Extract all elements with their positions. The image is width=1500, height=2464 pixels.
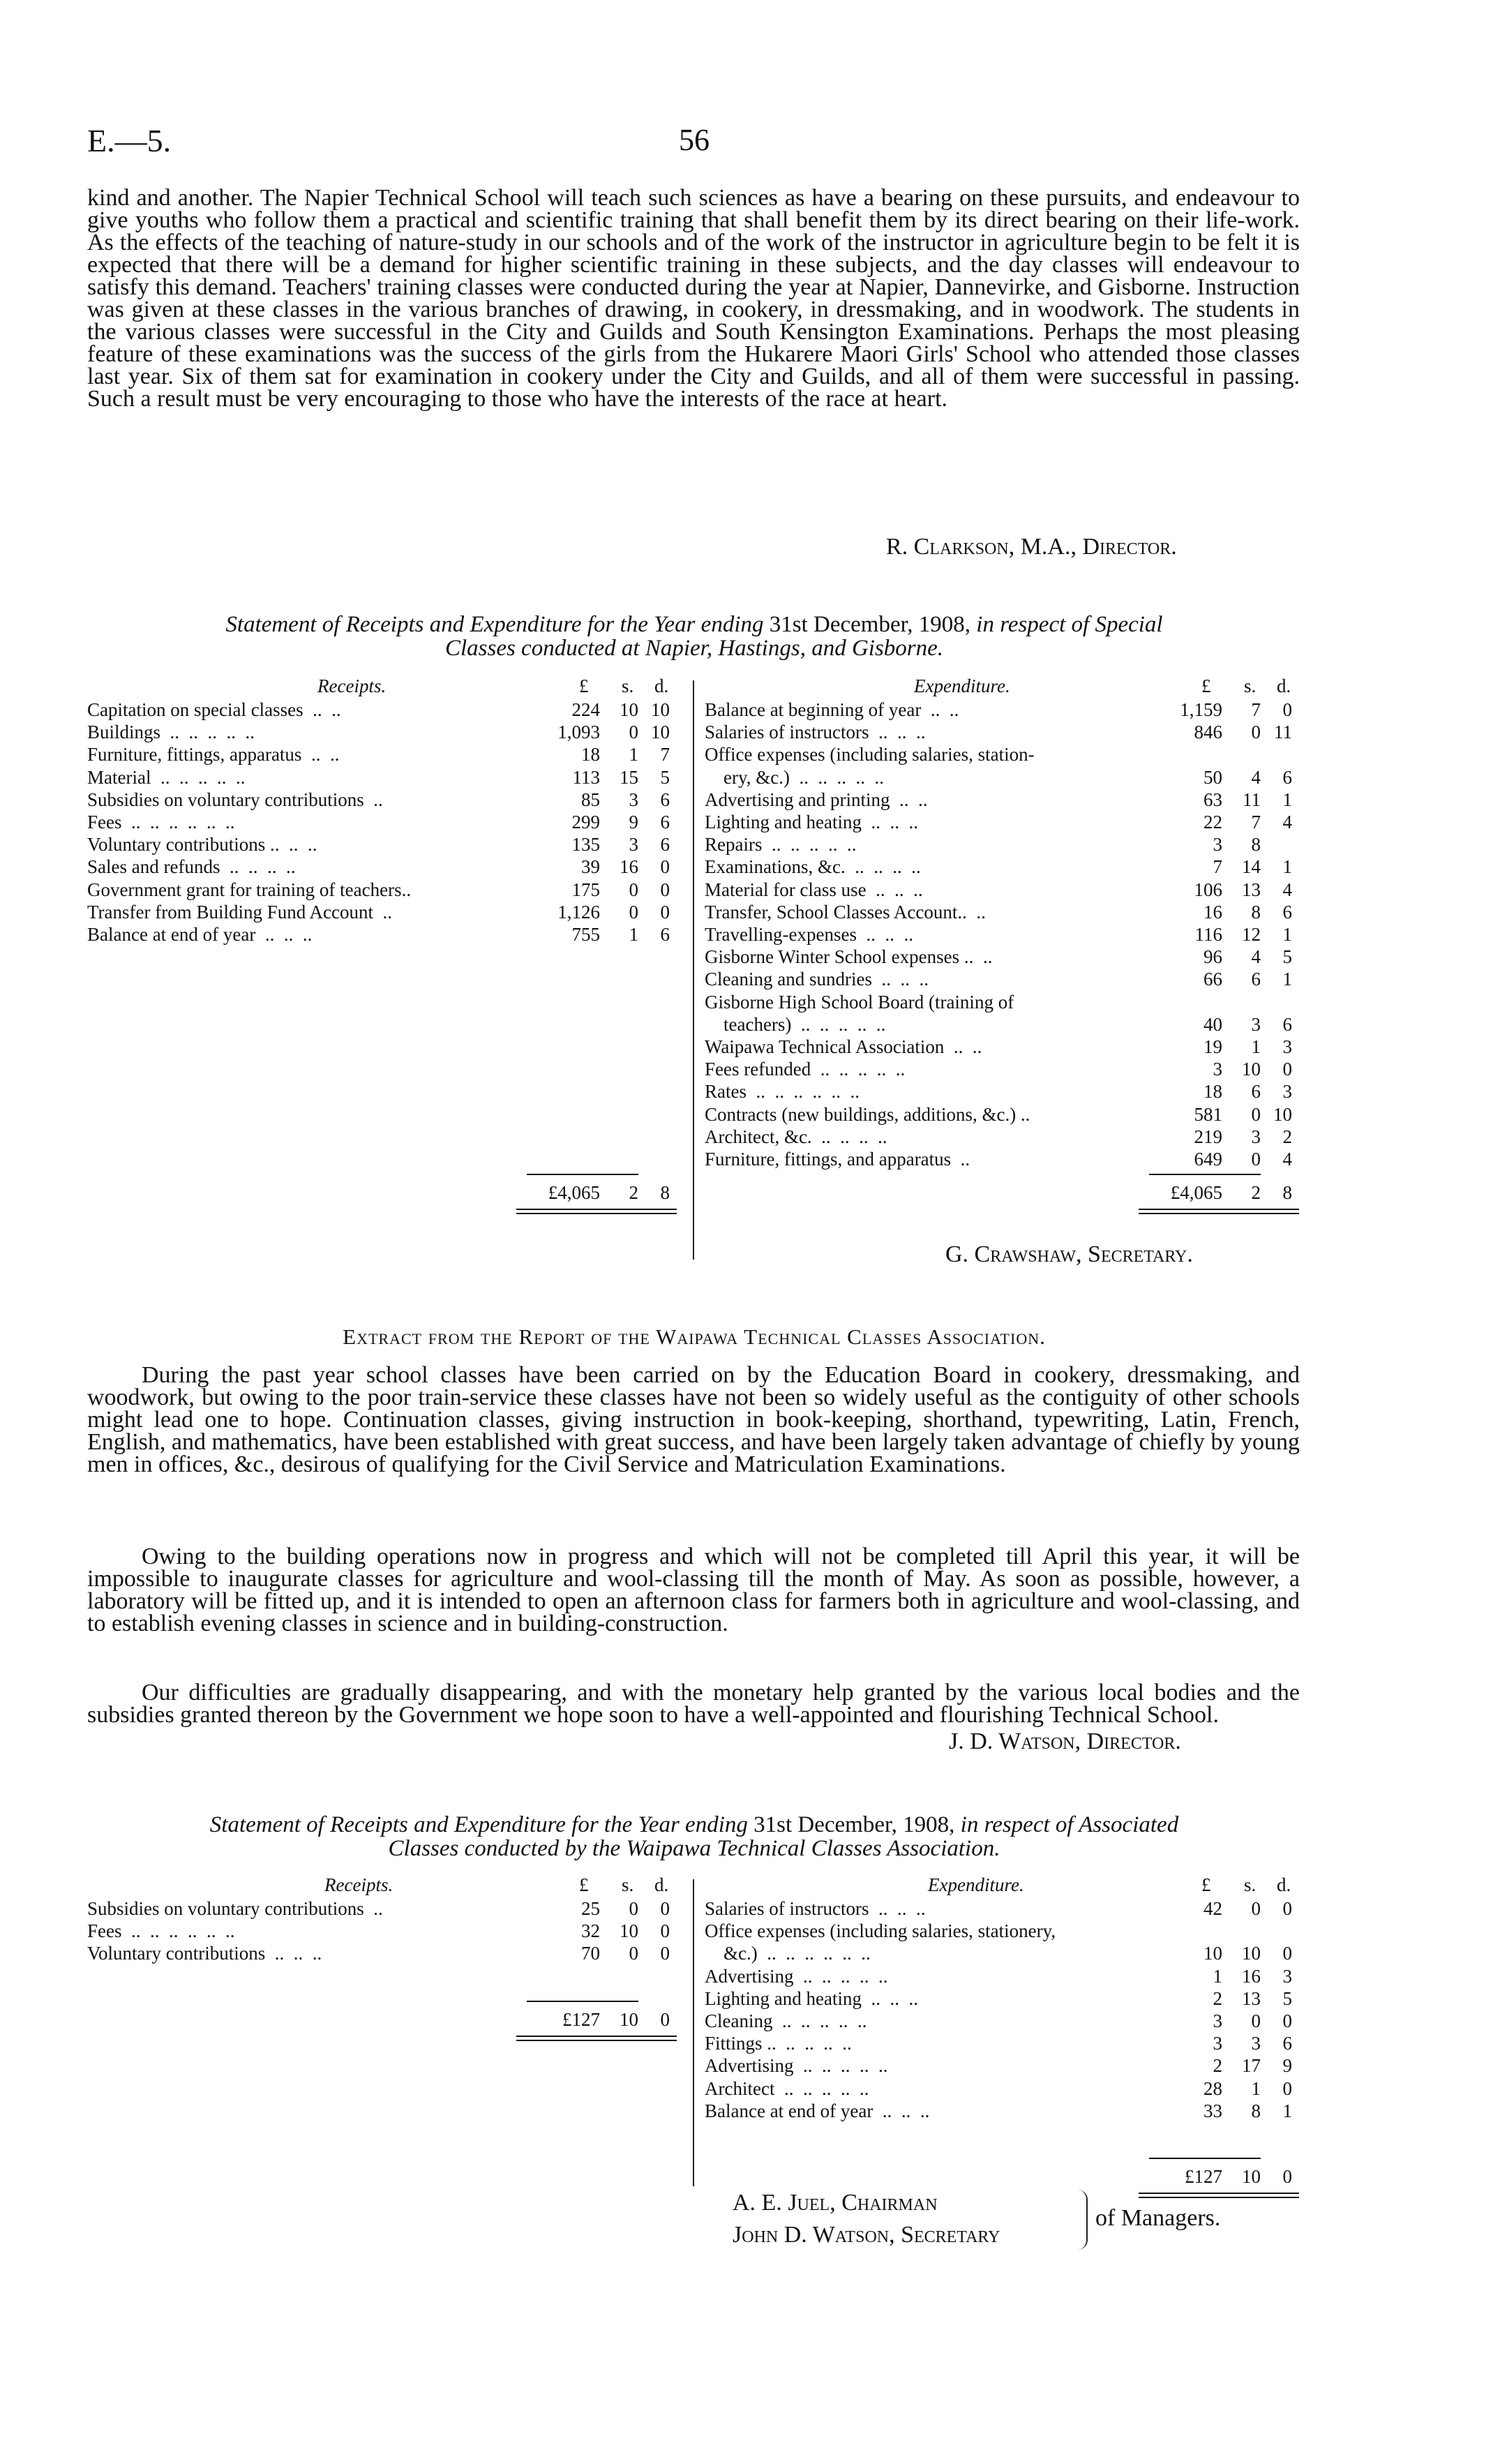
shillings-value: 0: [1251, 1103, 1261, 1125]
total-rule: [527, 2001, 638, 2002]
secretary2-signature: John D. Watson, Secretary: [733, 2222, 1000, 2248]
shillings-value: 3: [1251, 1126, 1261, 1147]
shillings-value: 0: [1251, 1149, 1261, 1170]
total-row: [87, 1182, 687, 1204]
pence-value: 10: [651, 699, 670, 720]
statement1-heading: [87, 613, 1301, 660]
pounds-value: 2: [1213, 1987, 1222, 2009]
shillings-value: 8: [1251, 834, 1261, 856]
shilling-unit: s.: [1244, 1874, 1257, 1895]
expenditure-row: [705, 1988, 1305, 2010]
double-rule-bottom: [1139, 1213, 1299, 1214]
pence-value: 0: [1282, 1898, 1292, 1919]
pounds-value: 32: [581, 1920, 600, 1942]
statement1-heading-line2: Classes conducted at Napier, Hastings, and Gisborne.: [444, 636, 944, 661]
shillings-value: 11: [1243, 789, 1261, 810]
row-label: Subsidies on voluntary contributions ..: [87, 789, 383, 810]
shillings-value: 14: [1242, 856, 1261, 878]
pence-value: 0: [660, 856, 670, 878]
receipt-row: [87, 744, 687, 766]
pence-value: 0: [660, 879, 670, 900]
shillings-value: 1: [1251, 1036, 1261, 1057]
pounds-value: 66: [1203, 969, 1222, 990]
row-label: Office expenses (including salaries, station-: [705, 744, 1035, 766]
pence-value: 0: [660, 1898, 670, 1919]
pence-value: 10: [1273, 1103, 1292, 1125]
statement2-heading-a: Statement of Receipts and Expenditure for the Year ending: [209, 1812, 748, 1837]
pounds-value: 1: [1213, 1965, 1222, 1987]
statement2-heading-date: 31st December, 1908,: [753, 1812, 955, 1837]
row-label: Office expenses (including salaries, stationery,: [705, 1920, 1056, 1942]
brace: [1078, 2190, 1088, 2250]
row-label: Furniture, fittings, apparatus .. ..: [87, 744, 340, 766]
expenditure-row: [705, 1149, 1305, 1171]
row-label: Cleaning and sundries .. .. ..: [705, 969, 929, 990]
pounds-value: 96: [1203, 946, 1222, 968]
expenditure-row: [705, 1059, 1305, 1081]
pound-unit: £: [579, 675, 589, 696]
row-label: Transfer from Building Fund Account ..: [87, 901, 392, 923]
pence-value: 6: [660, 834, 670, 856]
expenditure-row: [705, 1943, 1305, 1965]
pence-value: 1: [1282, 789, 1292, 810]
pounds-value: 10: [1203, 1943, 1222, 1964]
shillings-value: 15: [620, 766, 638, 788]
receipt-row: [87, 767, 687, 789]
shillings-value: 3: [629, 789, 638, 810]
pence-unit: d.: [1277, 675, 1291, 696]
shillings-value: 8: [1251, 901, 1261, 923]
statement1-expenditure: [705, 675, 1305, 1248]
double-rule-bottom: [516, 2040, 677, 2041]
double-rule-top: [516, 2036, 677, 2037]
receipt-row: [87, 902, 687, 924]
chairman-signature: A. E. Juel, Chairman: [733, 2190, 938, 2216]
row-label: Gisborne Winter School expenses .. ..: [705, 946, 993, 968]
shillings-value: 0: [629, 1898, 638, 1919]
pence-value: 11: [1274, 722, 1292, 743]
pence-value: 4: [1282, 879, 1292, 900]
double-rule-bottom: [516, 1213, 677, 1214]
extract-paragraph-1: During the past year school classes have been carried on by the Education Board in cookery, dressmaking, and woodwork, but owing to the poor train-service these classes have not been so widely useful as the contiguity of other schools might lead one to hope. Continuation classes, giving instruction in book-keeping, shorthand, typewriting, Latin, French, English, and mathematics, have been established with great success, and have been largely taken advantage of chiefly by young men in offices, &c., desirous of qualifying for the Civil Service and Matriculation Examinations.: [87, 1362, 1300, 1477]
expenditure-row: [705, 1014, 1305, 1036]
shillings-value: 10: [620, 699, 638, 720]
pounds-value: 755: [571, 924, 600, 945]
shillings-value: 0: [629, 879, 638, 900]
pounds-value: 16: [1203, 901, 1222, 923]
shillings-value: 1: [1251, 2077, 1261, 2099]
expenditure-row: [705, 744, 1305, 766]
shillings-value: 10: [1242, 1943, 1261, 1964]
pounds-value: 85: [581, 789, 600, 810]
pence-value: 6: [660, 789, 670, 810]
expenditure-row: [705, 1920, 1305, 1943]
shillings-value: 0: [629, 1943, 638, 1964]
total-shillings: 2: [1251, 1182, 1261, 1204]
pence-value: 1: [1282, 856, 1292, 878]
pence-value: 1: [1282, 969, 1292, 990]
row-label: Advertising .. .. .. .. ..: [705, 1965, 888, 1987]
row-label: Rates .. .. .. .. .. ..: [705, 1081, 860, 1103]
shillings-value: 1: [629, 744, 638, 766]
row-label: Voluntary contributions .. .. ..: [87, 1943, 322, 1964]
total-pounds: £127: [1185, 2166, 1222, 2187]
expenditure-row: [705, 879, 1305, 902]
extract-paragraph-3: Our difficulties are gradually disappearing, and with the monetary help granted by the various local bodies and the subsidies granted thereon by the Government we hope soon to have a well-appointed and flourishing Technical School.: [87, 1680, 1300, 1728]
pounds-value: 70: [581, 1943, 600, 1964]
statement2-receipts: [87, 1874, 687, 2174]
pence-value: 4: [1282, 812, 1292, 832]
pence-value: 6: [1282, 2033, 1292, 2054]
expenditure-title: Expenditure.: [914, 675, 1010, 696]
expenditure-row: [705, 699, 1305, 722]
pence-value: 0: [1282, 2077, 1292, 2099]
statement1-receipts: [87, 675, 687, 1248]
row-label: Subsidies on voluntary contributions ..: [87, 1898, 383, 1919]
row-label: Gisborne High School Board (training of: [705, 991, 1014, 1013]
pounds-value: 224: [571, 699, 600, 720]
total-pence: 8: [660, 1182, 670, 1204]
statement2-heading-b: in respect of Associated: [960, 1812, 1179, 1837]
pence-value: 6: [1282, 766, 1292, 788]
receipt-row: [87, 722, 687, 744]
expenditure-row: [705, 834, 1305, 856]
statement2-heading-line2: Classes conducted by the Waipawa Technical Classes Association.: [388, 1836, 1000, 1861]
row-label: Fees refunded .. .. .. .. ..: [705, 1059, 906, 1080]
pence-value: 3: [1282, 1081, 1292, 1103]
pence-value: 6: [1282, 901, 1292, 923]
double-rule-top: [1139, 1209, 1299, 1210]
expenditure-title: Expenditure.: [928, 1874, 1024, 1895]
expenditure-row: [705, 1898, 1305, 1920]
expenditure-row: [705, 722, 1305, 744]
total-pounds: £4,065: [548, 1182, 600, 1204]
pounds-value: 50: [1203, 766, 1222, 788]
document-code: E.—5.: [87, 123, 172, 158]
row-label: Architect .. .. .. .. ..: [705, 2077, 869, 2099]
shillings-value: 0: [1251, 1898, 1261, 1919]
row-label: Sales and refunds .. .. .. ..: [87, 856, 296, 878]
shillings-value: 17: [1242, 2055, 1261, 2077]
shillings-value: 13: [1242, 1987, 1261, 2009]
expenditure-row: [705, 789, 1305, 812]
shillings-value: 4: [1251, 946, 1261, 968]
shillings-value: 8: [1251, 2100, 1261, 2121]
statement1-heading-b: in respect of Special: [976, 612, 1163, 637]
receipt-row: [87, 879, 687, 902]
shillings-value: 13: [1242, 879, 1261, 900]
expenditure-row: [705, 992, 1305, 1014]
total-row: [87, 2009, 687, 2031]
pence-value: 3: [1282, 1965, 1292, 1987]
statement1-heading-a: Statement of Receipts and Expenditure for the Year ending: [225, 612, 764, 637]
shillings-value: 0: [629, 901, 638, 923]
row-label: &c.) .. .. .. .. .. ..: [705, 1943, 871, 1964]
expenditure-row: [705, 767, 1305, 789]
row-label: Salaries of instructors .. .. ..: [705, 1898, 926, 1919]
row-label: Lighting and heating .. .. ..: [705, 1987, 918, 2009]
shillings-value: 16: [620, 856, 638, 878]
row-label: Lighting and heating .. .. ..: [705, 812, 918, 832]
total-shillings: 10: [620, 2008, 638, 2030]
pence-unit: d.: [654, 1874, 669, 1895]
statement1-heading-date: 31st December, 1908,: [769, 612, 971, 637]
shillings-value: 0: [1251, 2010, 1261, 2031]
pound-unit: £: [1201, 1874, 1211, 1895]
row-label: Material .. .. .. .. ..: [87, 766, 246, 788]
row-label: Salaries of instructors .. .. ..: [705, 722, 926, 743]
pence-value: 6: [660, 812, 670, 832]
total-rule: [1149, 2158, 1261, 2159]
row-label: Advertising and printing .. ..: [705, 789, 928, 810]
row-label: Buildings .. .. .. .. ..: [87, 722, 255, 743]
pence-value: 0: [660, 901, 670, 923]
pence-value: 0: [1282, 1059, 1292, 1080]
pence-value: 0: [660, 1943, 670, 1964]
row-label: Examinations, &c. .. .. .. ..: [705, 856, 921, 878]
total-pounds: £4,065: [1170, 1182, 1222, 1204]
pounds-value: 3: [1213, 2010, 1222, 2031]
total-row: [705, 2166, 1305, 2188]
expenditure-row: [705, 2100, 1305, 2123]
row-label: Architect, &c. .. .. .. ..: [705, 1126, 887, 1147]
pounds-value: 116: [1194, 924, 1222, 945]
row-label: ery, &c.) .. .. .. .. ..: [705, 766, 884, 788]
expenditure-row: [705, 969, 1305, 991]
pounds-value: 3: [1213, 1059, 1222, 1080]
receipt-row: [87, 789, 687, 812]
pounds-value: 113: [572, 766, 600, 788]
shillings-value: 3: [1251, 2033, 1261, 2054]
pounds-value: 1,093: [557, 722, 600, 743]
row-label: Balance at end of year .. .. ..: [705, 2100, 930, 2121]
pence-value: 0: [1282, 699, 1292, 720]
row-label: Fees .. .. .. .. .. ..: [87, 812, 235, 832]
pounds-value: 22: [1203, 812, 1222, 832]
pounds-value: 39: [581, 856, 600, 878]
shillings-value: 7: [1251, 699, 1261, 720]
receipt-row: [87, 1898, 687, 1920]
pence-unit: d.: [654, 675, 669, 696]
total-pounds: £127: [562, 2008, 600, 2030]
managers-suffix: of Managers.: [1095, 2205, 1221, 2231]
total-pence: 0: [1282, 2166, 1292, 2187]
pounds-value: 3: [1213, 2033, 1222, 2054]
pence-value: 5: [1282, 1987, 1292, 2009]
total-row: [705, 1182, 1305, 1204]
shillings-value: 0: [1251, 722, 1261, 743]
pence-value: 5: [660, 766, 670, 788]
pence-value: 1: [1282, 2100, 1292, 2121]
page-header: [87, 122, 1301, 164]
shillings-value: 10: [1242, 1059, 1261, 1080]
pounds-value: 299: [571, 812, 600, 832]
row-label: teachers) .. .. .. .. ..: [705, 1013, 886, 1035]
pounds-value: 25: [581, 1898, 600, 1919]
pence-value: 0: [1282, 2010, 1292, 2031]
pounds-value: 649: [1194, 1149, 1222, 1170]
total-shillings: 10: [1242, 2166, 1261, 2187]
expenditure-row: [705, 902, 1305, 924]
pence-value: 6: [1282, 1013, 1292, 1035]
pence-value: 10: [651, 722, 670, 743]
row-label: Voluntary contributions .. .. ..: [87, 834, 317, 856]
shillings-value: 6: [1251, 969, 1261, 990]
row-label: Cleaning .. .. .. .. ..: [705, 2010, 867, 2031]
pence-value: 2: [1282, 1126, 1292, 1147]
pence-value: 0: [1282, 1943, 1292, 1964]
pence-value: 9: [1282, 2055, 1292, 2077]
total-rule: [1149, 1174, 1261, 1175]
shillings-value: 3: [629, 834, 638, 856]
pence-value: 4: [1282, 1149, 1292, 1170]
expenditure-row: [705, 946, 1305, 969]
row-label: Fittings .. .. .. .. ..: [705, 2033, 852, 2054]
shillings-value: 7: [1251, 812, 1261, 832]
expenditure-row: [705, 1036, 1305, 1059]
pound-unit: £: [579, 1874, 589, 1895]
pounds-value: 581: [1194, 1103, 1222, 1125]
expenditure-row: [705, 1081, 1305, 1103]
row-label: Transfer, School Classes Account.. ..: [705, 901, 986, 923]
expenditure-row: [705, 1966, 1305, 1988]
row-label: Furniture, fittings, and apparatus ..: [705, 1149, 970, 1170]
pounds-value: 846: [1194, 722, 1222, 743]
managers-signature: [733, 2190, 1263, 2267]
pounds-value: 19: [1203, 1036, 1222, 1057]
watson-signature: J. D. Watson, Director.: [949, 1728, 1181, 1754]
expenditure-row: [705, 1104, 1305, 1126]
receipt-row: [87, 699, 687, 722]
shillings-value: 3: [1251, 1013, 1261, 1035]
receipt-row: [87, 1943, 687, 1965]
pounds-value: 28: [1203, 2077, 1222, 2099]
receipt-row: [87, 1920, 687, 1943]
total-rule: [527, 1174, 638, 1175]
expenditure-row: [705, 856, 1305, 879]
receipt-row: [87, 856, 687, 879]
pence-value: 0: [660, 1920, 670, 1942]
row-label: Government grant for training of teachers..: [87, 879, 412, 900]
shillings-value: 12: [1242, 924, 1261, 945]
shilling-unit: s.: [622, 1874, 634, 1895]
shilling-unit: s.: [622, 675, 634, 696]
double-rule-top: [516, 1209, 677, 1210]
pounds-value: 135: [571, 834, 600, 856]
pence-value: 7: [660, 744, 670, 766]
pence-unit: d.: [1277, 1874, 1291, 1895]
pounds-value: 3: [1213, 834, 1222, 856]
statement2-heading: [87, 1813, 1301, 1860]
pounds-value: 219: [1194, 1126, 1222, 1147]
receipt-row: [87, 924, 687, 946]
page-number: 56: [679, 123, 710, 157]
pence-value: 3: [1282, 1036, 1292, 1057]
pounds-value: 40: [1203, 1013, 1222, 1035]
shillings-value: 10: [620, 1920, 638, 1942]
pence-value: 5: [1282, 946, 1292, 968]
row-label: Material for class use .. .. ..: [705, 879, 923, 900]
expenditure-row: [705, 2010, 1305, 2033]
row-label: Travelling-expenses .. .. ..: [705, 924, 913, 945]
statement2-expenditure: [705, 1874, 1305, 2187]
expenditure-row: [705, 924, 1305, 946]
pounds-value: 18: [1203, 1081, 1222, 1103]
pounds-value: 18: [581, 744, 600, 766]
shilling-unit: s.: [1244, 675, 1257, 696]
total-shillings: 2: [629, 1182, 638, 1204]
shillings-value: 6: [1251, 1081, 1261, 1103]
pounds-value: 42: [1203, 1898, 1222, 1919]
pounds-value: 63: [1203, 789, 1222, 810]
expenditure-row: [705, 2033, 1305, 2055]
expenditure-row: [705, 812, 1305, 834]
pounds-value: 7: [1213, 856, 1222, 878]
expenditure-row: [705, 2055, 1305, 2077]
statement1-column-divider: [693, 680, 694, 1260]
row-label: Fees .. .. .. .. .. ..: [87, 1920, 235, 1942]
director-signature: R. Clarkson, M.A., Director.: [886, 534, 1177, 560]
intro-paragraph: kind and another. The Napier Technical School will teach such sciences as have a bearing on these pursuits, and endeavour to give youths who follow them a practical and scientific training that shall benefit them by its direct bearing on their life-work. As the effects of the teaching of nature-study in our schools and of the work of the instructor in agriculture begin to be felt it is expected that there will be a demand for higher scientific training in these subjects, and the day classes will endeavour to satisfy this demand. Teachers' training classes were conducted during the year at Napier, Dannevirke, and Gisborne. Instruction was given at these classes in the various branches of drawing, in cookery, in dressmaking, and in woodwork. The students in the various classes were successful in the City and Guilds and South Kensington Examinations. Perhaps the most pleasing feature of these examinations was the success of the girls from the Hukarere Maori Girls' School who attended those classes last year. Six of them sat for examination in cookery under the City and Guilds, and all of them were successful in passing. Such a result must be very encouraging to those who have the interests of the race at heart.: [87, 185, 1300, 412]
row-label: Advertising .. .. .. .. ..: [705, 2055, 888, 2077]
receipts-title: Receipts.: [317, 675, 387, 696]
row-label: Balance at beginning of year .. ..: [705, 699, 959, 720]
extract-title: Extract from the Report of the Waipawa Technical Classes Association.: [343, 1324, 1046, 1349]
pounds-value: 33: [1203, 2100, 1222, 2121]
shillings-value: 0: [629, 722, 638, 743]
shillings-value: 1: [629, 924, 638, 945]
statement2-column-divider: [693, 1879, 694, 2186]
pounds-value: 175: [571, 879, 600, 900]
pounds-value: 2: [1213, 2055, 1222, 2077]
shillings-value: 4: [1251, 766, 1261, 788]
row-label: Repairs .. .. .. .. ..: [705, 834, 857, 856]
pence-value: 1: [1282, 924, 1292, 945]
row-label: Capitation on special classes .. ..: [87, 699, 341, 720]
receipt-row: [87, 834, 687, 856]
extract-paragraph-2: Owing to the building operations now in progress and which will not be completed till April this year, it will be impossible to inaugurate classes for agriculture and wool-classing till the month of May. As soon as possible, however, a laboratory will be fitted up, and it is intended to open an afternoon class for farmers both in agriculture and wool-classing, and to establish evening classes in science and in building-construction.: [87, 1544, 1300, 1636]
row-label: Contracts (new buildings, additions, &c.) ..: [705, 1103, 1030, 1125]
total-pence: 0: [660, 2008, 670, 2030]
shillings-value: 9: [629, 812, 638, 832]
expenditure-row: [705, 2078, 1305, 2100]
pence-value: 6: [660, 924, 670, 945]
row-label: Waipawa Technical Association .. ..: [705, 1036, 982, 1057]
pounds-value: 1,159: [1180, 699, 1222, 720]
total-pence: 8: [1282, 1182, 1292, 1204]
receipt-row: [87, 812, 687, 834]
row-label: Balance at end of year .. .. ..: [87, 924, 313, 945]
pound-unit: £: [1201, 675, 1211, 696]
shillings-value: 16: [1242, 1965, 1261, 1987]
receipts-title: Receipts.: [324, 1874, 393, 1895]
pounds-value: 106: [1194, 879, 1222, 900]
expenditure-row: [705, 1126, 1305, 1149]
secretary-signature: G. Crawshaw, Secretary.: [945, 1241, 1193, 1267]
pounds-value: 1,126: [557, 901, 600, 923]
